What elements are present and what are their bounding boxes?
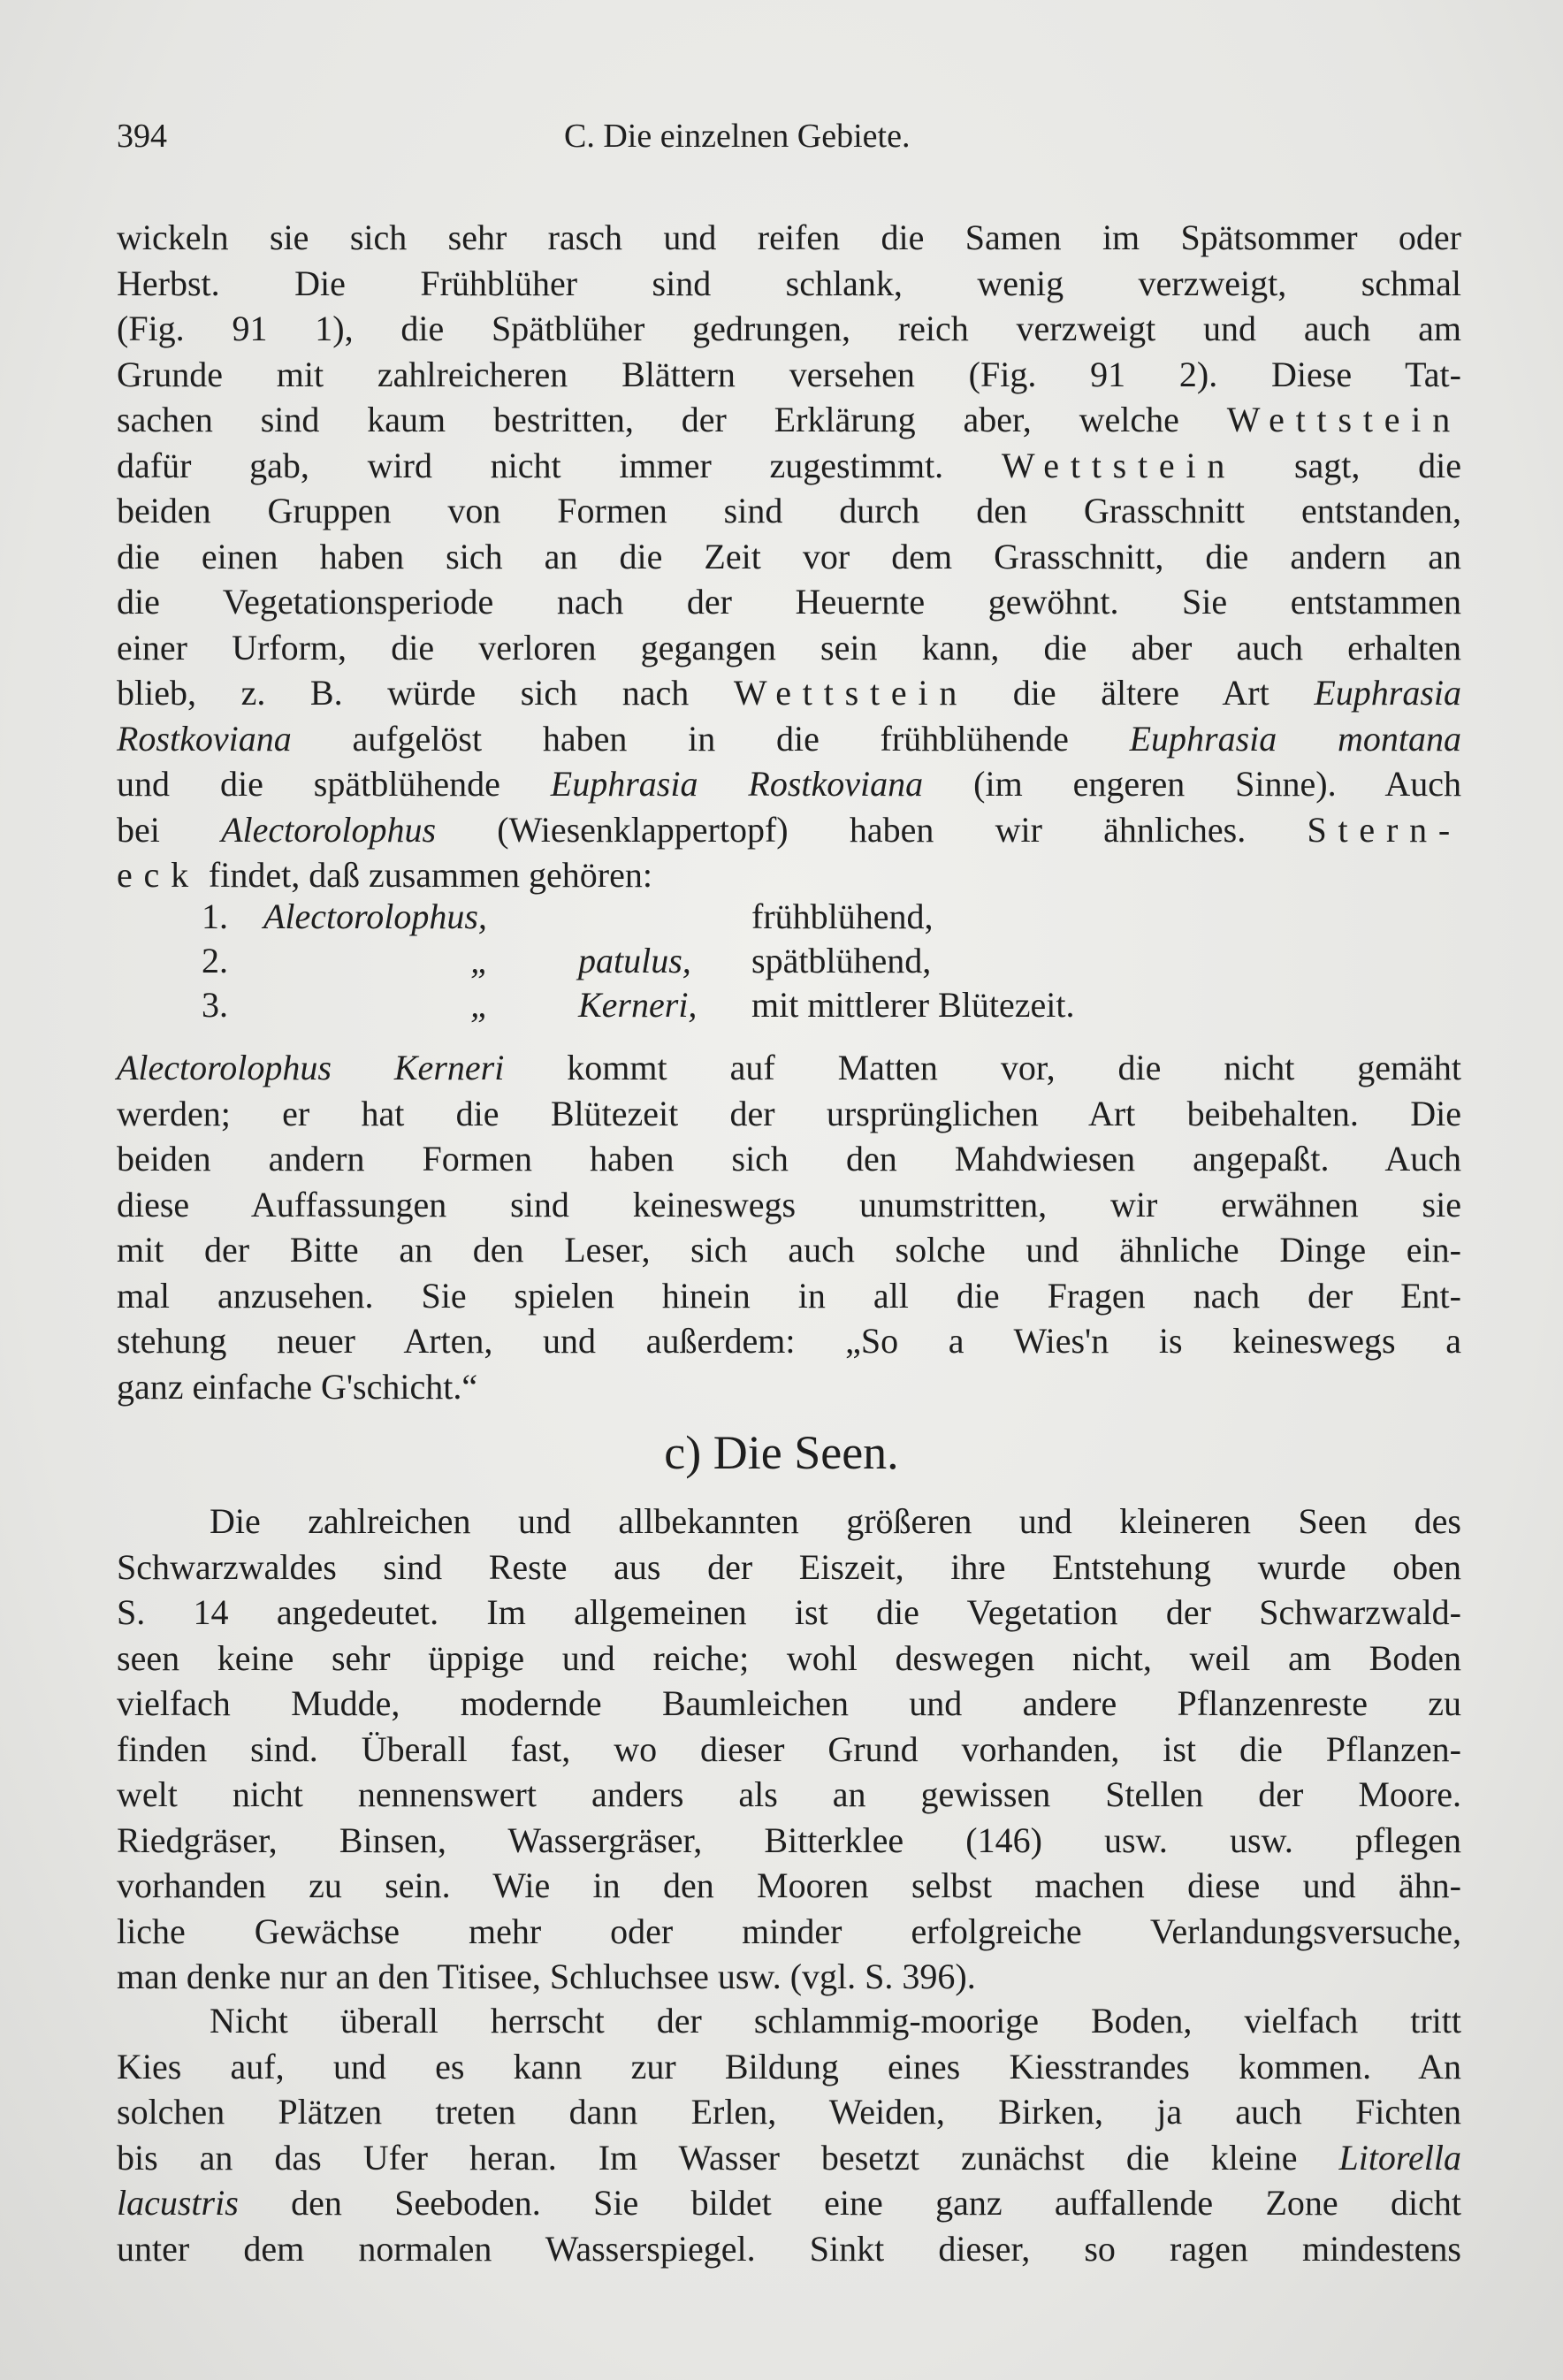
italic-term: Euphrasia <box>1314 673 1461 713</box>
section-heading: c) Die Seen. <box>664 1426 899 1479</box>
text-line <box>117 1998 1461 2044</box>
text-run: (im engeren Sinne). Auch <box>923 764 1461 804</box>
species-name: patulus, <box>578 941 691 980</box>
list-number: 2. <box>202 941 228 980</box>
text-line <box>117 1136 1461 1182</box>
text-line <box>117 807 1461 853</box>
text-run: beiden andern Formen haben sich den Mahdwiesen angepaßt. Auch <box>117 1139 1461 1179</box>
text-line <box>117 716 1461 762</box>
text-run: Schwarzwaldes sind Reste aus der Eiszeit, ihre Entstehung wurde oben <box>117 1546 1461 1587</box>
text-run: Riedgräser, Binsen, Wassergräser, Bitterklee (146) usw. usw. pflegen <box>117 1819 1461 1860</box>
text-run: man denke nur an den Titisee, Schluchsee usw. (vgl. S. 396). <box>117 1957 976 1996</box>
text-line <box>117 306 1461 352</box>
text-line <box>117 534 1461 580</box>
text-run: kommt auf Matten vor, die nicht gemäht <box>504 1048 1462 1087</box>
text-run: mit der Bitte an den Leser, sich auch solche und ähnliche Dinge ein- <box>117 1230 1461 1270</box>
text-run: einer Urform, die verloren gegangen sein kann, die aber auch erhalten <box>117 627 1461 667</box>
text-line <box>117 397 1461 443</box>
text-run: welt nicht nennenswert anders als an gewissen Stellen der Moore. <box>117 1774 1461 1814</box>
species-name: Alectorolophus, <box>263 896 487 936</box>
text-line <box>117 1954 1461 2000</box>
spaced-author-name: Wettstein <box>1001 445 1237 485</box>
italic-term: Euphrasia montana <box>1129 718 1462 759</box>
text-run: mal anzusehen. Sie spielen hinein in all die Fragen nach der Ent- <box>117 1275 1461 1316</box>
paragraph <box>117 1998 1461 2271</box>
species-description: spätblühend, <box>751 941 932 980</box>
running-title: C. Die einzelnen Gebiete. <box>564 118 911 155</box>
text-run: unter dem normalen Wasserspiegel. Sinkt dieser, so ragen mindestens <box>117 2228 1461 2269</box>
text-line <box>117 1182 1461 1228</box>
text-line <box>117 1499 1461 1545</box>
text-run: Grunde mit zahlreicheren Blättern versehen (Fig. 91 2). Diese Tat- <box>117 354 1461 394</box>
text-line <box>117 1091 1461 1137</box>
text-run: sagt, die <box>1236 445 1461 485</box>
text-run: stehung neuer Arten, und außerdem: „So a Wies'n is keineswegs a <box>117 1321 1461 1361</box>
species-name: Kerneri, <box>578 985 698 1025</box>
paragraph <box>117 1045 1461 1409</box>
text-line <box>117 2089 1461 2135</box>
text-line <box>117 1273 1461 1319</box>
paragraph <box>117 215 1461 898</box>
paragraph <box>117 1499 1461 2000</box>
text-run: den Seeboden. Sie bildet eine ganz auffallende Zone dicht <box>238 2183 1461 2223</box>
text-run: bei <box>117 809 222 850</box>
ditto-mark: „ <box>470 941 491 980</box>
species-description: mit mittlerer Blütezeit. <box>751 985 1075 1025</box>
text-run: dafür gab, wird nicht immer zugestimmt. <box>117 445 1002 485</box>
text-run: blieb, z. B. würde sich nach <box>117 673 734 713</box>
text-line <box>117 215 1461 261</box>
italic-term: Alectorolophus <box>221 809 437 850</box>
text-run: Nicht überall herrscht der schlammig-moorige Boden, vielfach tritt <box>210 2001 1461 2041</box>
text-run: diese Auffassungen sind keineswegs unumstritten, wir erwähnen sie <box>117 1184 1461 1224</box>
list-number: 1. <box>202 896 228 936</box>
text-line <box>117 261 1461 307</box>
text-run: ganz einfache G'schicht.“ <box>117 1366 478 1407</box>
text-run: sachen sind kaum bestritten, der Erklärung aber, welche <box>117 400 1227 439</box>
spaced-author-name: Stern- <box>1307 809 1461 850</box>
text-run: vorhanden zu sein. Wie in den Mooren selbst machen diese und ähn- <box>117 1865 1461 1905</box>
text-run: Die zahlreichen und allbekannten größeren und kleineren Seen des <box>210 1501 1461 1541</box>
text-run: die Vegetationsperiode nach der Heuernte gewöhnt. Sie entstammen <box>117 582 1461 622</box>
text-line <box>117 443 1461 489</box>
text-line <box>117 625 1461 671</box>
text-line <box>117 1818 1461 1864</box>
text-line <box>117 1681 1461 1727</box>
ditto-mark: „ <box>470 985 491 1025</box>
italic-term: Litorella <box>1338 2137 1461 2178</box>
text-run: seen keine sehr üppige und reiche; wohl deswegen nicht, weil am Boden <box>117 1637 1461 1678</box>
text-line <box>117 1045 1461 1091</box>
text-line <box>117 1727 1461 1773</box>
text-run: Kies auf, und es kann zur Bildung eines Kiesstrandes kommen. An <box>117 2046 1461 2086</box>
text-line <box>117 1636 1461 1682</box>
text-line <box>117 852 1461 898</box>
text-line <box>117 352 1461 398</box>
text-line <box>117 670 1461 716</box>
text-line <box>117 1590 1461 1636</box>
text-run: finden sind. Überall fast, wo dieser Grund vorhanden, ist die Pflanzen- <box>117 1728 1461 1769</box>
text-run: Herbst. Die Frühblüher sind schlank, wenig verzweigt, schmal <box>117 263 1461 303</box>
text-line <box>117 579 1461 625</box>
italic-term: Alectorolophus Kerneri <box>117 1048 505 1087</box>
text-run: wickeln sie sich sehr rasch und reifen die Samen im Spätsommer oder <box>117 217 1461 257</box>
text-line <box>117 1227 1461 1273</box>
text-run: (Wiesenklappertopf) haben wir ähnliches. <box>436 809 1308 850</box>
text-line <box>117 1863 1461 1909</box>
text-line <box>117 488 1461 534</box>
text-run: liche Gewächse mehr oder minder erfolgreiche Verlandungsversuche, <box>117 1911 1461 1951</box>
spaced-author-name: Wettstein <box>733 673 969 713</box>
italic-term: Rostkoviana <box>117 718 292 759</box>
text-run: beiden Gruppen von Formen sind durch den Grasschnitt entstanden, <box>117 491 1461 530</box>
species-description: frühblühend, <box>751 896 934 936</box>
text-line <box>117 761 1461 807</box>
text-line <box>117 2044 1461 2090</box>
text-run: solchen Plätzen treten dann Erlen, Weiden, Birken, ja auch Fichten <box>117 2092 1461 2132</box>
text-run: die ältere Art <box>968 673 1315 713</box>
page-number: 394 <box>117 118 167 155</box>
spaced-author-name: Wettstein <box>1226 400 1461 439</box>
text-run: S. 14 angedeutet. Im allgemeinen ist die Vegetation der Schwarzwald- <box>117 1592 1461 1632</box>
text-run: vielfach Mudde, modernde Baumleichen und andere Pflanzenreste zu <box>117 1683 1461 1723</box>
text-line <box>117 1772 1461 1818</box>
text-line <box>117 1545 1461 1590</box>
text-run: und die spätblühende <box>117 764 551 804</box>
text-line <box>117 1909 1461 1955</box>
text-run: findet, daß zusammen gehören: <box>199 855 652 895</box>
list-number: 3. <box>202 985 228 1025</box>
italic-term: lacustris <box>117 2183 239 2223</box>
spaced-author-name: eck <box>117 855 200 895</box>
text-line <box>117 2180 1461 2226</box>
text-run: (Fig. 91 1), die Spätblüher gedrungen, reich verzweigt und auch am <box>117 309 1461 348</box>
text-line <box>117 2226 1461 2272</box>
text-run: bis an das Ufer heran. Im Wasser besetzt zunächst die kleine <box>117 2137 1339 2178</box>
text-run: aufgelöst haben in die frühblühende <box>291 718 1130 759</box>
text-line <box>117 1318 1461 1364</box>
text-line <box>117 1364 1461 1410</box>
text-run: die einen haben sich an die Zeit vor dem Grasschnitt, die andern an <box>117 536 1461 576</box>
text-run: werden; er hat die Blütezeit der ursprünglichen Art beibehalten. Die <box>117 1093 1461 1133</box>
italic-term: Euphrasia Rostkoviana <box>550 764 924 804</box>
text-line <box>117 2135 1461 2181</box>
